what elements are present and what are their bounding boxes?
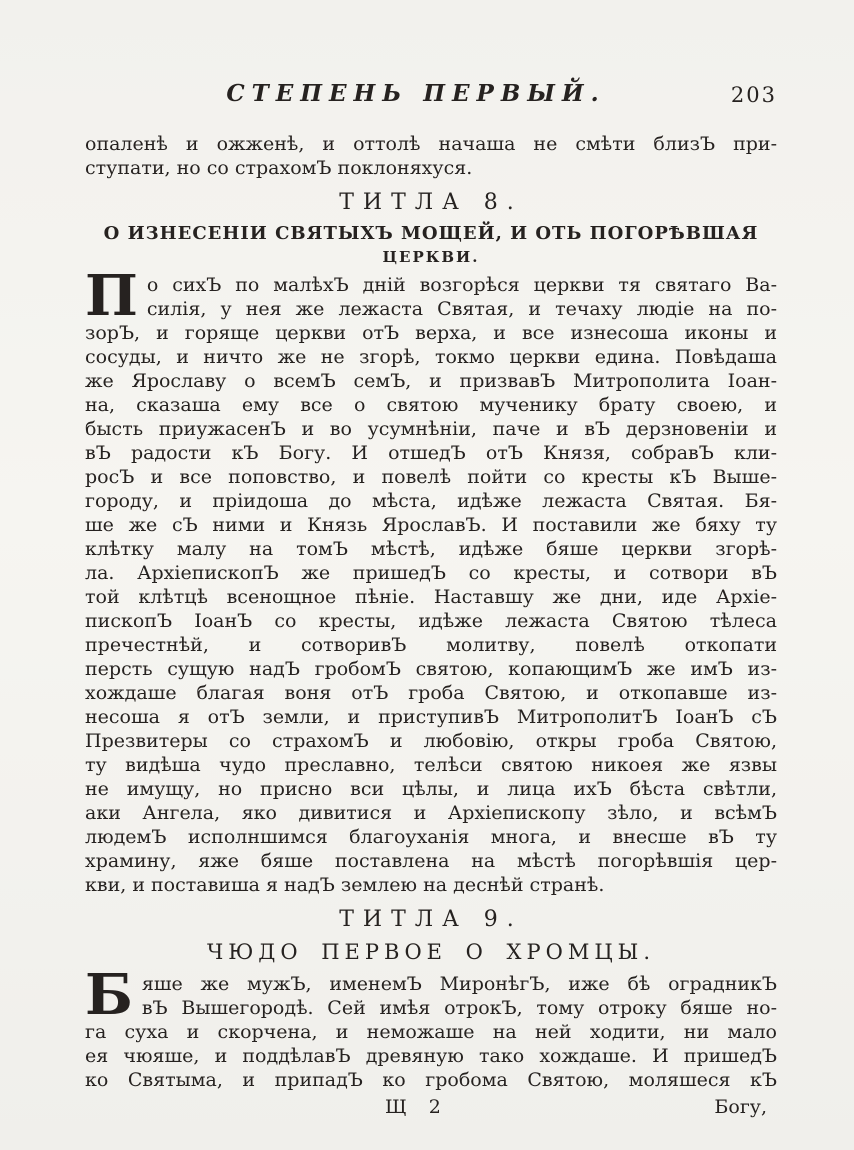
text-line: яше же мужЪ, именемЪ МиронѣгЪ, иже бѣ оградникЪ [141, 973, 777, 995]
text-line: не имущу, но присно вси цѣлы, и лица ихЪ бѣста свѣтли, [85, 778, 777, 800]
text-line: вЪ Вышегородѣ. Сей имѣя отрокЪ, тому отроку бяше но- [141, 997, 777, 1019]
drop-cap-letter: П [85, 263, 138, 329]
signature-mark: Щ 2 [385, 1096, 449, 1118]
text-line: ея чюяше, и поддѣлавЪ древяную тако хождаше. И пришедЪ [85, 1045, 777, 1067]
text-line: га суха и скорчена, и неможаше на ней ходити, ни мало [85, 1021, 777, 1043]
text-line: кви, и поставиша я надЪ землею на деснѣй странѣ. [85, 874, 605, 896]
section-9-paragraph [85, 962, 777, 1092]
section-8-lines [85, 263, 777, 897]
text-line: несоша я отЪ земли, и приступивЪ МитрополитЪ ІоанЪ сЪ [85, 706, 777, 728]
text-line: городу, и пріидоша до мѣста, идѣже лежаста Святая. Бя- [85, 490, 777, 512]
text-line: же Ярославу о всемЪ семЪ, и призвавЪ Митрополита Іоан- [85, 370, 777, 392]
section-9-lines [85, 962, 777, 1092]
text-line: сосуды, и ничто же не згорѣ, токмо церкви едина. Повѣдаша [85, 346, 777, 368]
text-line: росЪ и все поповство, и повелѣ пойти со кресты кЪ Выше- [85, 466, 777, 488]
text-line: о сихЪ по малѣхЪ дній возгорѣся церкви тя святаго Ва- [146, 274, 777, 296]
section-8-paragraph [85, 263, 777, 897]
text-line: опаленѣ и ожженѣ, и оттолѣ начаша не смѣти близЪ при- [85, 133, 777, 155]
text-line: ступати, но со страхомЪ поклоняхуся. [85, 157, 473, 179]
text-line: бысть приужасенЪ и во усумнѣніи, паче и вЪ дерзновеніи и [85, 418, 777, 440]
text-line: той клѣтцѣ всенощное пѣніе. Наставшу же дни, иде Архіе- [85, 586, 777, 608]
text-line: вЪ радости кЪ Богу. И отшедЪ отЪ Князя, собравЪ кли- [85, 442, 777, 464]
page-footer [85, 1095, 777, 1121]
page-header [85, 80, 777, 112]
text-line: персть сущую надЪ гробомЪ святою, копающимЪ же имЪ из- [85, 658, 777, 680]
text-line: клѣтку малу на томЪ мѣстѣ, идѣже бяше церкви згорѣ- [85, 538, 777, 560]
text-line: ко Святыма, и припадЪ ко гробома Святою, моляшеся кЪ [85, 1069, 777, 1091]
text-line: храмину, яже бяше поставлена на мѣстѣ погорѣвшія цер- [85, 850, 777, 872]
catchword: Богу, [714, 1096, 767, 1118]
section-8-subtitle-line2: ЦЕРКВИ. [382, 248, 480, 266]
section-9-subtitle: ЧЮДО ПЕРВОЕ О ХРОМЦЫ. [206, 940, 656, 964]
text-line: ла. АрхіепископЪ же пришедЪ со кресты, и сотвори вЪ [85, 562, 777, 584]
drop-cap-letter: Б [85, 962, 133, 1028]
text-line: аки Ангела, яко дивитися и Архіепископу зѣло, и всѣмЪ [85, 802, 777, 824]
section-9-heading: ТИТЛА 9. [339, 907, 523, 932]
text-line: на, сказаша ему все о святою мученику брату своею, и [85, 394, 777, 416]
text-line: силія, у нея же лежаста Святая, и течаху людіе на по- [146, 298, 777, 320]
text-line: пископЪ ІоанЪ со кресты, идѣже лежаста Святою тѣлеса [85, 610, 777, 632]
page-number: 203 [730, 83, 777, 107]
continuation-lines [85, 132, 777, 180]
text-line: людемЪ исполншимся благоуханія многа, и внесше вЪ ту [85, 826, 777, 848]
running-title: СТЕПЕНЬ ПЕРВЫЙ. [226, 80, 606, 107]
text-column [85, 126, 777, 1121]
paragraph-continuation [85, 132, 777, 180]
text-line: ту видѣша чудо преславно, телѣси святою никоея же язвы [85, 754, 777, 776]
section-8-subtitle-line1: О ИЗНЕСЕНІИ СВЯТЫХЪ МОЩЕЙ, И ОТЬ ПОГОРѢВШАЯ [103, 223, 759, 244]
text-line: ше же сЪ ними и Князь ЯрославЪ. И поставили же бяху ту [85, 514, 777, 536]
section-8-heading: ТИТЛА 8. [339, 190, 523, 215]
text-line: Презвитеры со страхомЪ и любовію, откры гроба Святою, [85, 730, 777, 752]
text-line: пречестнѣй, и сотворивЪ молитву, повелѣ откопати [85, 634, 777, 656]
text-line: хождаше благая воня отЪ гроба Святою, и откопавше из- [85, 682, 777, 704]
text-line: зорЪ, и горяще церкви отЪ верха, и все изнесоша иконы и [85, 322, 777, 344]
